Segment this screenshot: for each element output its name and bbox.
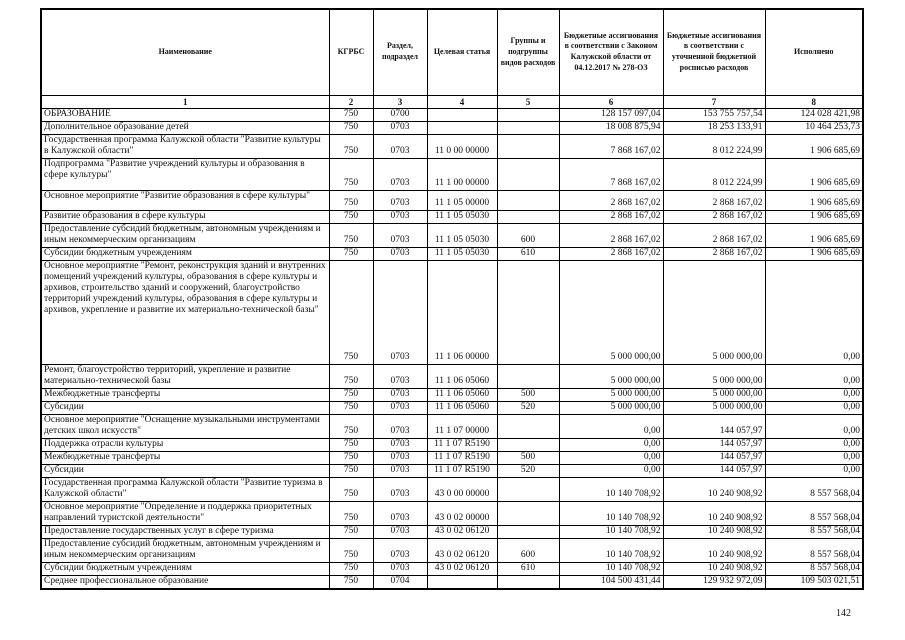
table-row: [41, 108, 863, 121]
cell-budget-law: 10 140 708,92: [559, 525, 663, 538]
cell-budget-law: 0,00: [559, 414, 663, 438]
cell-budget-law: 2 868 167,02: [559, 247, 663, 260]
cell-budget-refined: 10 240 908,92: [663, 538, 765, 562]
cell-name: Государственная программа Калужской области "Развитие культуры в Калужской области": [41, 134, 329, 158]
cell-budget-refined: 5 000 000,00: [663, 260, 765, 364]
column-number: 5: [497, 95, 559, 108]
table-row: [41, 223, 863, 247]
cell-name: Основное мероприятие "Развитие образования в сфере культуры": [41, 190, 329, 210]
cell-executed: 0,00: [765, 464, 863, 477]
cell-kgrbs: 750: [329, 190, 373, 210]
cell-kgrbs: 750: [329, 108, 373, 121]
cell-expense-group: 600: [497, 538, 559, 562]
cell-kgrbs: 750: [329, 538, 373, 562]
cell-budget-refined: 5 000 000,00: [663, 364, 765, 388]
cell-section-subsection: 0703: [373, 260, 427, 364]
cell-expense-group: 520: [497, 464, 559, 477]
cell-target-article: 43 0 02 06120: [427, 562, 497, 575]
table-row: [41, 538, 863, 562]
column-number: 7: [663, 95, 765, 108]
table-row: [41, 401, 863, 414]
cell-target-article: 43 0 02 00000: [427, 501, 497, 525]
cell-target-article: [427, 121, 497, 134]
cell-expense-group: [497, 501, 559, 525]
cell-target-article: 43 0 02 06120: [427, 538, 497, 562]
cell-budget-law: 2 868 167,02: [559, 223, 663, 247]
cell-budget-refined: 144 057,97: [663, 464, 765, 477]
cell-budget-refined: 18 253 133,91: [663, 121, 765, 134]
cell-target-article: 11 1 07 00000: [427, 414, 497, 438]
cell-name: Развитие образования в сфере культуры: [41, 210, 329, 223]
table-row: [41, 260, 863, 364]
cell-budget-refined: 2 868 167,02: [663, 223, 765, 247]
cell-kgrbs: 750: [329, 464, 373, 477]
col-header-section-subsection: Раздел, подраздел: [373, 9, 427, 95]
cell-section-subsection: 0703: [373, 134, 427, 158]
cell-section-subsection: 0703: [373, 464, 427, 477]
col-header-executed: Исполнено: [765, 9, 863, 95]
cell-budget-refined: 129 932 972,09: [663, 575, 765, 589]
cell-executed: 10 464 253,73: [765, 121, 863, 134]
table-row: [41, 414, 863, 438]
table-row: [41, 438, 863, 451]
cell-budget-law: 0,00: [559, 464, 663, 477]
cell-budget-refined: 144 057,97: [663, 414, 765, 438]
cell-kgrbs: 750: [329, 134, 373, 158]
column-number: 2: [329, 95, 373, 108]
cell-name: Среднее профессиональное образование: [41, 575, 329, 589]
cell-budget-refined: 2 868 167,02: [663, 210, 765, 223]
cell-executed: 1 906 685,69: [765, 247, 863, 260]
cell-target-article: 43 0 02 06120: [427, 525, 497, 538]
table-row: [41, 190, 863, 210]
cell-budget-law: 104 500 431,44: [559, 575, 663, 589]
cell-executed: 124 028 421,98: [765, 108, 863, 121]
cell-target-article: 11 1 07 R5190: [427, 464, 497, 477]
cell-executed: 0,00: [765, 401, 863, 414]
col-header-target-article: Целевая статья: [427, 9, 497, 95]
cell-kgrbs: 750: [329, 260, 373, 364]
cell-expense-group: 520: [497, 401, 559, 414]
cell-name: ОБРАЗОВАНИЕ: [41, 108, 329, 121]
cell-budget-refined: 2 868 167,02: [663, 190, 765, 210]
cell-section-subsection: 0703: [373, 388, 427, 401]
cell-expense-group: [497, 190, 559, 210]
cell-executed: 0,00: [765, 364, 863, 388]
cell-target-article: [427, 575, 497, 589]
column-number: 3: [373, 95, 427, 108]
cell-executed: 8 557 568,04: [765, 525, 863, 538]
cell-budget-refined: 10 240 908,92: [663, 525, 765, 538]
cell-name: Государственная программа Калужской области "Развитие туризма в Калужской области": [41, 477, 329, 501]
cell-kgrbs: 750: [329, 438, 373, 451]
table-row: [41, 477, 863, 501]
cell-expense-group: 500: [497, 451, 559, 464]
cell-target-article: 11 1 07 R5190: [427, 451, 497, 464]
cell-kgrbs: 750: [329, 562, 373, 575]
table-row: [41, 364, 863, 388]
cell-name: Субсидии бюджетным учреждениям: [41, 562, 329, 575]
cell-section-subsection: 0704: [373, 575, 427, 589]
budget-table: [40, 8, 864, 590]
cell-section-subsection: 0703: [373, 477, 427, 501]
cell-name: Ремонт, благоустройство территорий, укрепление и развитие материально-технической базы: [41, 364, 329, 388]
cell-budget-refined: 153 755 757,54: [663, 108, 765, 121]
cell-section-subsection: 0703: [373, 190, 427, 210]
table-header-row: [41, 9, 863, 95]
cell-expense-group: [497, 158, 559, 190]
cell-budget-law: 0,00: [559, 438, 663, 451]
cell-kgrbs: 750: [329, 121, 373, 134]
cell-target-article: 11 1 05 00000: [427, 190, 497, 210]
cell-kgrbs: 750: [329, 414, 373, 438]
cell-target-article: 11 1 06 05060: [427, 401, 497, 414]
cell-name: Основное мероприятие "Ремонт, реконструкция зданий и внутренних помещений учреждений культуры, образования в сфере культуры и архивов, строительство зданий и сооружений, благоустройство территорий учреждений культуры, образования в сфере культуры и архивов, укрепление и развитие их материально-технической базы": [41, 260, 329, 364]
cell-executed: 0,00: [765, 451, 863, 464]
cell-expense-group: [497, 525, 559, 538]
cell-executed: 8 557 568,04: [765, 562, 863, 575]
cell-kgrbs: 750: [329, 158, 373, 190]
cell-target-article: 11 1 05 05030: [427, 223, 497, 247]
cell-budget-refined: 5 000 000,00: [663, 401, 765, 414]
cell-executed: 8 557 568,04: [765, 477, 863, 501]
cell-budget-law: 10 140 708,92: [559, 562, 663, 575]
cell-budget-refined: 10 240 908,92: [663, 562, 765, 575]
column-number: 8: [765, 95, 863, 108]
cell-target-article: 43 0 00 00000: [427, 477, 497, 501]
cell-section-subsection: 0703: [373, 223, 427, 247]
cell-budget-law: 0,00: [559, 451, 663, 464]
cell-executed: 0,00: [765, 260, 863, 364]
cell-section-subsection: 0703: [373, 562, 427, 575]
table-row: [41, 525, 863, 538]
cell-expense-group: [497, 575, 559, 589]
cell-expense-group: [497, 477, 559, 501]
cell-budget-refined: 2 868 167,02: [663, 247, 765, 260]
cell-expense-group: 610: [497, 562, 559, 575]
cell-name: Основное мероприятие "Определение и поддержка приоритетных направлений туристской деятельности": [41, 501, 329, 525]
cell-budget-refined: 144 057,97: [663, 438, 765, 451]
cell-section-subsection: 0700: [373, 108, 427, 121]
table-row: [41, 464, 863, 477]
cell-target-article: 11 1 00 00000: [427, 158, 497, 190]
cell-executed: 1 906 685,69: [765, 223, 863, 247]
table-row: [41, 158, 863, 190]
cell-budget-law: 128 157 097,04: [559, 108, 663, 121]
table-row: [41, 575, 863, 589]
cell-section-subsection: 0703: [373, 210, 427, 223]
cell-kgrbs: 750: [329, 364, 373, 388]
table-row: [41, 210, 863, 223]
table-row: [41, 501, 863, 525]
cell-name: Субсидии бюджетным учреждениям: [41, 247, 329, 260]
cell-expense-group: [497, 121, 559, 134]
cell-name: Субсидии: [41, 401, 329, 414]
cell-budget-refined: 8 012 224,99: [663, 134, 765, 158]
col-header-kgrbs: КГРБС: [329, 9, 373, 95]
cell-executed: 0,00: [765, 438, 863, 451]
cell-expense-group: [497, 260, 559, 364]
col-header-budget-law: Бюджетные ассигнования в соответствии с Законом Калужской области от 04.12.2017 № 278-ОЗ: [559, 9, 663, 95]
cell-target-article: 11 1 06 05060: [427, 364, 497, 388]
cell-budget-law: 10 140 708,92: [559, 501, 663, 525]
cell-executed: 109 503 021,51: [765, 575, 863, 589]
cell-executed: 0,00: [765, 388, 863, 401]
cell-name: Предоставление государственных услуг в сфере туризма: [41, 525, 329, 538]
cell-kgrbs: 750: [329, 477, 373, 501]
cell-budget-refined: 10 240 908,92: [663, 477, 765, 501]
cell-budget-refined: 5 000 000,00: [663, 388, 765, 401]
cell-kgrbs: 750: [329, 223, 373, 247]
cell-budget-refined: 144 057,97: [663, 451, 765, 464]
cell-target-article: 11 0 00 00000: [427, 134, 497, 158]
cell-kgrbs: 750: [329, 451, 373, 464]
table-row: [41, 121, 863, 134]
cell-expense-group: 600: [497, 223, 559, 247]
cell-expense-group: 500: [497, 388, 559, 401]
cell-expense-group: [497, 134, 559, 158]
cell-kgrbs: 750: [329, 388, 373, 401]
cell-name: Подпрограмма "Развитие учреждений культуры и образования в сфере культуры": [41, 158, 329, 190]
cell-section-subsection: 0703: [373, 364, 427, 388]
cell-target-article: 11 1 06 05060: [427, 388, 497, 401]
cell-section-subsection: 0703: [373, 451, 427, 464]
cell-expense-group: [497, 414, 559, 438]
cell-kgrbs: 750: [329, 525, 373, 538]
cell-section-subsection: 0703: [373, 247, 427, 260]
cell-target-article: 11 1 06 00000: [427, 260, 497, 364]
cell-target-article: [427, 108, 497, 121]
cell-section-subsection: 0703: [373, 525, 427, 538]
cell-expense-group: 610: [497, 247, 559, 260]
cell-budget-law: 10 140 708,92: [559, 477, 663, 501]
cell-executed: 1 906 685,69: [765, 158, 863, 190]
cell-budget-law: 2 868 167,02: [559, 190, 663, 210]
cell-target-article: 11 1 05 05030: [427, 210, 497, 223]
cell-kgrbs: 750: [329, 247, 373, 260]
table-row: [41, 134, 863, 158]
cell-executed: 1 906 685,69: [765, 190, 863, 210]
cell-section-subsection: 0703: [373, 438, 427, 451]
cell-kgrbs: 750: [329, 401, 373, 414]
cell-target-article: 11 1 05 05030: [427, 247, 497, 260]
cell-name: Основное мероприятие "Оснащение музыкальными инструментами детских школ искусств": [41, 414, 329, 438]
cell-executed: 8 557 568,04: [765, 501, 863, 525]
cell-budget-law: 5 000 000,00: [559, 260, 663, 364]
column-number: 1: [41, 95, 329, 108]
table-header: [41, 9, 863, 108]
page-number: 142: [836, 608, 851, 619]
cell-budget-law: 5 000 000,00: [559, 401, 663, 414]
table-body: [41, 108, 863, 589]
cell-budget-law: 2 868 167,02: [559, 210, 663, 223]
cell-expense-group: [497, 438, 559, 451]
cell-section-subsection: 0703: [373, 401, 427, 414]
cell-kgrbs: 750: [329, 501, 373, 525]
cell-budget-law: 18 008 875,94: [559, 121, 663, 134]
cell-budget-refined: 10 240 908,92: [663, 501, 765, 525]
cell-budget-law: 10 140 708,92: [559, 538, 663, 562]
cell-name: Субсидии: [41, 464, 329, 477]
cell-name: Поддержка отрасли культуры: [41, 438, 329, 451]
cell-name: Предоставление субсидий бюджетным, автономным учреждениям и иным некоммерческим организациям: [41, 538, 329, 562]
cell-expense-group: [497, 364, 559, 388]
cell-section-subsection: 0703: [373, 121, 427, 134]
cell-name: Дополнительное образование детей: [41, 121, 329, 134]
cell-section-subsection: 0703: [373, 501, 427, 525]
table-row: [41, 451, 863, 464]
table-row: [41, 562, 863, 575]
col-header-name: Наименование: [41, 9, 329, 95]
cell-kgrbs: 750: [329, 210, 373, 223]
col-header-expense-group: Группы и подгруппы видов расходов: [497, 9, 559, 95]
cell-budget-law: 7 868 167,02: [559, 134, 663, 158]
cell-expense-group: [497, 210, 559, 223]
cell-kgrbs: 750: [329, 575, 373, 589]
column-number: 4: [427, 95, 497, 108]
table-row: [41, 388, 863, 401]
cell-section-subsection: 0703: [373, 538, 427, 562]
cell-budget-law: 7 868 167,02: [559, 158, 663, 190]
cell-expense-group: [497, 108, 559, 121]
cell-executed: 0,00: [765, 414, 863, 438]
cell-target-article: 11 1 07 R5190: [427, 438, 497, 451]
cell-name: Межбюджетные трансферты: [41, 451, 329, 464]
cell-budget-law: 5 000 000,00: [559, 388, 663, 401]
col-header-budget-refined: Бюджетные ассигнования в соответствии с уточненной бюджетной росписью расходов: [663, 9, 765, 95]
cell-name: Предоставление субсидий бюджетным, автономным учреждениям и иным некоммерческим организациям: [41, 223, 329, 247]
table-row: [41, 247, 863, 260]
cell-executed: 1 906 685,69: [765, 134, 863, 158]
column-number: 6: [559, 95, 663, 108]
cell-executed: 8 557 568,04: [765, 538, 863, 562]
cell-budget-refined: 8 012 224,99: [663, 158, 765, 190]
column-number-row: [41, 95, 863, 108]
cell-budget-law: 5 000 000,00: [559, 364, 663, 388]
cell-section-subsection: 0703: [373, 414, 427, 438]
cell-section-subsection: 0703: [373, 158, 427, 190]
cell-executed: 1 906 685,69: [765, 210, 863, 223]
cell-name: Межбюджетные трансферты: [41, 388, 329, 401]
